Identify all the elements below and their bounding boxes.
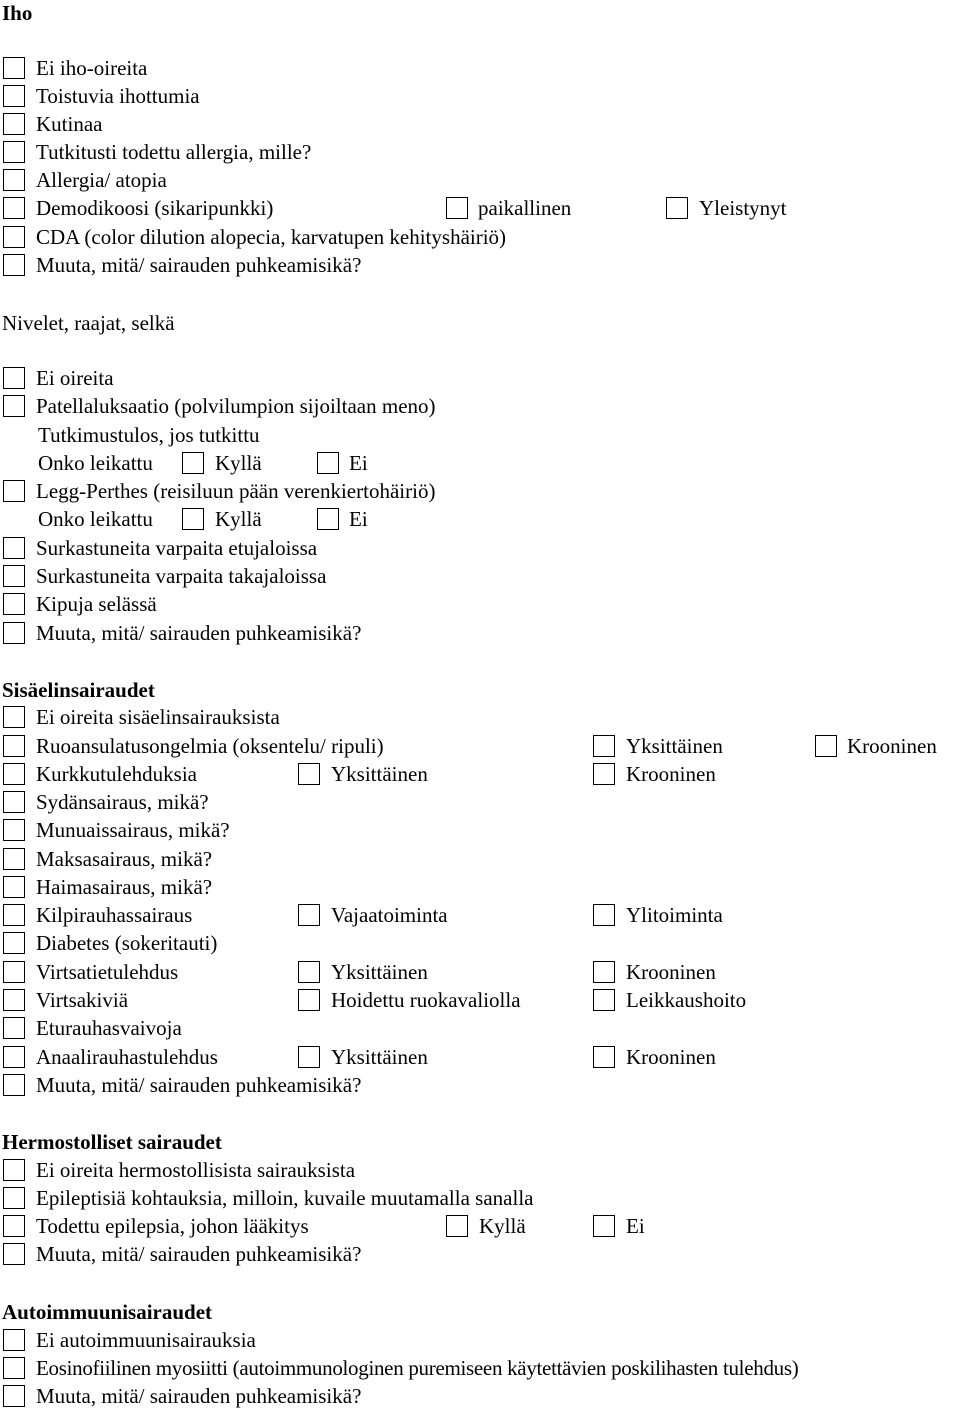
checkbox[interactable] <box>3 1215 25 1237</box>
option-label: Muuta, mitä/ sairauden puhkeamisikä? <box>36 1242 362 1266</box>
option-row <box>0 56 960 82</box>
checkbox[interactable] <box>298 763 320 785</box>
option-row <box>0 762 960 788</box>
checkbox[interactable] <box>593 763 615 785</box>
section-title-nivelet: Nivelet, raajat, selkä <box>2 311 175 335</box>
checkbox[interactable] <box>593 904 615 926</box>
option-row <box>0 479 960 505</box>
option-label: Muuta, mitä/ sairauden puhkeamisikä? <box>36 253 362 277</box>
checkbox[interactable] <box>182 508 204 530</box>
option-row <box>0 168 960 194</box>
option-label: Ei oireita <box>36 366 114 390</box>
option-label: Anaalirauhastulehdus <box>36 1045 218 1069</box>
option-label: Kyllä <box>479 1214 526 1238</box>
checkbox[interactable] <box>3 537 25 559</box>
checkbox[interactable] <box>317 452 339 474</box>
checkbox[interactable] <box>3 1017 25 1039</box>
checkbox[interactable] <box>298 989 320 1011</box>
checkbox[interactable] <box>317 508 339 530</box>
option-label: Ei iho-oireita <box>36 56 148 80</box>
section-title-autoimmuuni: Autoimmuunisairaudet <box>2 1300 213 1324</box>
checkbox[interactable] <box>3 1159 25 1181</box>
checkbox[interactable] <box>3 85 25 107</box>
checkbox[interactable] <box>593 961 615 983</box>
option-label: Ei <box>349 507 368 531</box>
option-label: Virtsakiviä <box>36 988 129 1012</box>
option-row <box>0 84 960 110</box>
option-row <box>0 847 960 873</box>
option-label: Vajaatoiminta <box>331 903 448 927</box>
option-row <box>0 564 960 590</box>
checkbox[interactable] <box>593 989 615 1011</box>
option-label: Ei oireita hermostollisista sairauksista <box>36 1158 356 1182</box>
checkbox[interactable] <box>3 197 25 219</box>
checkbox[interactable] <box>3 141 25 163</box>
option-label: Maksasairaus, mikä? <box>36 847 213 871</box>
option-label: Yksittäinen <box>626 734 723 758</box>
option-row <box>0 931 960 957</box>
option-label: Krooninen <box>626 1045 716 1069</box>
option-label: Kutinaa <box>36 112 103 136</box>
checkbox[interactable] <box>593 735 615 757</box>
checkbox[interactable] <box>593 1215 615 1237</box>
option-label: Krooninen <box>626 960 716 984</box>
option-row <box>0 196 960 222</box>
option-label: Surkastuneita varpaita etujaloissa <box>36 536 318 560</box>
option-row <box>0 1242 960 1268</box>
option-row <box>0 818 960 844</box>
checkbox[interactable] <box>666 197 688 219</box>
option-label: Toistuvia ihottumia <box>36 84 200 108</box>
option-label: Krooninen <box>626 762 716 786</box>
option-row <box>0 988 960 1014</box>
checkbox[interactable] <box>3 989 25 1011</box>
checkbox[interactable] <box>593 1046 615 1068</box>
checkbox[interactable] <box>3 480 25 502</box>
option-label: Todettu epilepsia, johon lääkitys <box>36 1214 309 1238</box>
option-row <box>0 1045 960 1071</box>
option-row <box>0 1016 960 1042</box>
option-row <box>0 734 960 760</box>
checkbox[interactable] <box>3 57 25 79</box>
option-row <box>0 621 960 647</box>
option-label: Ei oireita sisäelinsairauksista <box>36 705 280 729</box>
checkbox[interactable] <box>3 735 25 757</box>
option-row <box>0 592 960 618</box>
checkbox[interactable] <box>3 593 25 615</box>
option-label: Yksittäinen <box>331 1045 428 1069</box>
section-title-sisaelin: Sisäelinsairaudet <box>2 678 155 702</box>
checkbox[interactable] <box>3 1385 25 1407</box>
checkbox[interactable] <box>3 819 25 841</box>
checkbox[interactable] <box>446 1215 468 1237</box>
option-row <box>0 1158 960 1184</box>
option-row <box>0 960 960 986</box>
option-label: Muuta, mitä/ sairauden puhkeamisikä? <box>36 621 362 645</box>
checkbox[interactable] <box>3 706 25 728</box>
option-row <box>0 705 960 731</box>
checkbox[interactable] <box>815 735 837 757</box>
checkbox[interactable] <box>3 1187 25 1209</box>
option-label: Epileptisiä kohtauksia, milloin, kuvaile muutamalla sanalla <box>36 1186 534 1210</box>
option-label: Kyllä <box>215 507 262 531</box>
option-label: Yleistynyt <box>699 196 787 220</box>
option-label: Patellaluksaatio (polvilumpion sijoiltaan meno) <box>36 394 436 418</box>
option-row <box>0 790 960 816</box>
option-row <box>0 875 960 901</box>
option-label: CDA (color dilution alopecia, karvatupen kehityshäiriö) <box>36 225 507 249</box>
option-label: Muuta, mitä/ sairauden puhkeamisikä? <box>36 1384 362 1408</box>
option-label: Virtsatietulehdus <box>36 960 179 984</box>
option-label: Kurkkutulehduksia <box>36 762 197 786</box>
option-label: Surkastuneita varpaita takajaloissa <box>36 564 327 588</box>
checkbox[interactable] <box>3 367 25 389</box>
option-label: Yksittäinen <box>331 762 428 786</box>
option-row <box>0 112 960 138</box>
option-label: Legg-Perthes (reisiluun pään verenkiertohäiriö) <box>36 479 436 503</box>
option-label: Leikkaushoito <box>626 988 747 1012</box>
question-label: Onko leikattu <box>38 451 153 475</box>
option-row <box>0 1328 960 1354</box>
option-row <box>0 366 960 392</box>
section-title-iho: Iho <box>2 1 33 25</box>
option-label: Allergia/ atopia <box>36 168 167 192</box>
section-title-hermosto: Hermostolliset sairaudet <box>2 1130 222 1154</box>
option-label: Sydänsairaus, mikä? <box>36 790 209 814</box>
checkbox[interactable] <box>3 904 25 926</box>
option-row <box>0 1214 960 1240</box>
option-row <box>0 253 960 279</box>
checkbox[interactable] <box>3 763 25 785</box>
option-label: Ruoansulatusongelmia (oksentelu/ ripuli) <box>36 734 384 758</box>
option-label: Munuaissairaus, mikä? <box>36 818 230 842</box>
option-label: Tutkitusti todettu allergia, mille? <box>36 140 312 164</box>
checkbox[interactable] <box>3 254 25 276</box>
option-label: Kyllä <box>215 451 262 475</box>
question-label: Onko leikattu <box>38 507 153 531</box>
option-label: Hoidettu ruokavaliolla <box>331 988 521 1012</box>
option-row <box>0 1186 960 1212</box>
option-label: Ei autoimmuunisairauksia <box>36 1328 256 1352</box>
option-label: Ei <box>349 451 368 475</box>
option-row <box>0 1356 960 1382</box>
checkbox[interactable] <box>298 1046 320 1068</box>
checkbox[interactable] <box>298 961 320 983</box>
checkbox[interactable] <box>3 1357 25 1379</box>
option-label: Haimasairaus, mikä? <box>36 875 213 899</box>
checkbox[interactable] <box>3 932 25 954</box>
option-label: Muuta, mitä/ sairauden puhkeamisikä? <box>36 1073 362 1097</box>
result-label: Tutkimustulos, jos tutkittu <box>38 423 260 447</box>
checkbox[interactable] <box>3 565 25 587</box>
checkbox[interactable] <box>3 169 25 191</box>
option-row <box>0 1384 960 1410</box>
checkbox[interactable] <box>3 1243 25 1265</box>
option-label: paikallinen <box>478 196 572 220</box>
checkbox[interactable] <box>3 622 25 644</box>
checkbox[interactable] <box>446 197 468 219</box>
option-row <box>0 451 960 477</box>
checkbox[interactable] <box>3 961 25 983</box>
option-label: Eosinofiilinen myosiitti (autoimmunologinen puremiseen käytettävien poskilihasten tulehdus) <box>36 1356 799 1380</box>
option-label: Eturauhasvaivoja <box>36 1016 182 1040</box>
option-row <box>0 903 960 929</box>
option-label: Kilpirauhassairaus <box>36 903 193 927</box>
checkbox[interactable] <box>3 876 25 898</box>
option-row <box>0 536 960 562</box>
checkbox[interactable] <box>3 791 25 813</box>
option-row <box>0 1073 960 1099</box>
checkbox[interactable] <box>3 1329 25 1351</box>
option-row <box>0 507 960 533</box>
checkbox[interactable] <box>3 113 25 135</box>
option-label: Krooninen <box>847 734 937 758</box>
option-label: Ylitoiminta <box>626 903 723 927</box>
option-label: Kipuja selässä <box>36 592 157 616</box>
option-label: Ei <box>626 1214 645 1238</box>
checkbox[interactable] <box>182 452 204 474</box>
checkbox[interactable] <box>3 226 25 248</box>
checkbox[interactable] <box>3 1074 25 1096</box>
option-label: Demodikoosi (sikaripunkki) <box>36 196 274 220</box>
option-row <box>0 225 960 251</box>
option-row <box>0 394 960 420</box>
checkbox[interactable] <box>3 848 25 870</box>
option-label: Yksittäinen <box>331 960 428 984</box>
text-row <box>0 423 960 449</box>
checkbox[interactable] <box>298 904 320 926</box>
checkbox[interactable] <box>3 1046 25 1068</box>
checkbox[interactable] <box>3 395 25 417</box>
option-row <box>0 140 960 166</box>
option-label: Diabetes (sokeritauti) <box>36 931 218 955</box>
